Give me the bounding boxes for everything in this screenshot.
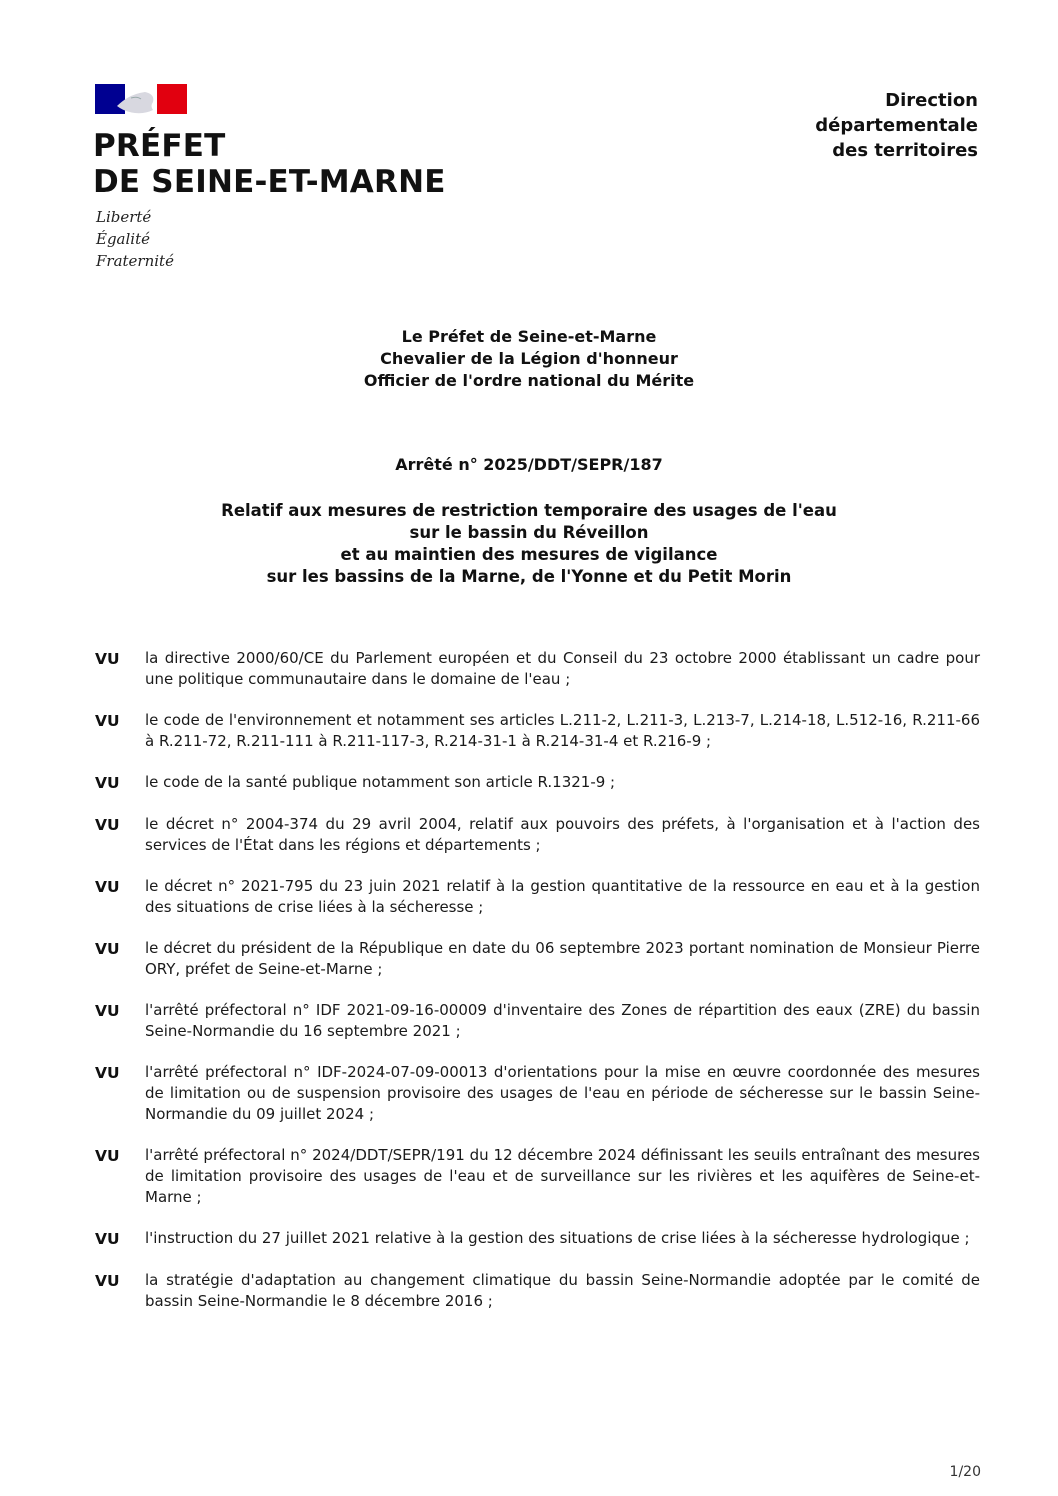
vu-text: l'instruction du 27 juillet 2021 relative à la gestion des situations de crise liées à la sécheresse hydrologique ; [145, 1229, 970, 1247]
vu-label: VU [95, 650, 120, 668]
vu-label: VU [95, 1230, 120, 1248]
subject-line3: et au maintien des mesures de vigilance [340, 545, 718, 564]
motto-liberte: Liberté [96, 208, 152, 226]
vu-text: le décret n° 2004-374 du 29 avril 2004, relatif aux pouvoirs des préfets, à l'organisation et à l'action des services de l'État dans les régions et départements ; [145, 815, 980, 854]
vu-text: le code de l'environnement et notamment ses articles L.211-2, L.211-3, L.213-7, L.214-18, L.512-16, R.211-66 à R.211-72, R.211-111 à R.211-117-3, R.214-31-1 à R.214-31-4 et R.216-9 ; [145, 711, 980, 750]
issuing-department [815, 88, 978, 163]
vu-item [95, 1145, 980, 1208]
subject-line1: Relatif aux mesures de restriction temporaire des usages de l'eau [221, 501, 837, 520]
prefecture-name-line2: DE SEINE-ET-MARNE [93, 164, 446, 200]
vu-label: VU [95, 1272, 120, 1290]
decree-subject [0, 500, 1058, 588]
vu-text: l'arrêté préfectoral n° IDF-2024-07-09-00013 d'orientations pour la mise en œuvre coordonnée des mesures de limitation ou de suspension provisoire des usages de l'eau en période de sécheresse sur le bassin Seine-Normandie du 09 juillet 2024 ; [145, 1063, 980, 1123]
vu-item [95, 648, 980, 690]
authority-line1: Le Préfet de Seine-et-Marne [401, 327, 657, 346]
authority-block [0, 326, 1058, 392]
vu-label: VU [95, 1064, 120, 1082]
page-number: 1/20 [949, 1464, 981, 1480]
authority-line2: Chevalier de la Légion d'honneur [380, 349, 678, 368]
prefecture-name [93, 128, 446, 200]
motto-fraternite: Fraternité [96, 252, 174, 270]
prefecture-name-line1: PRÉFET [93, 128, 226, 164]
vu-text: la directive 2000/60/CE du Parlement européen et du Conseil du 23 octobre 2000 établissant un cadre pour une politique communautaire dans le domaine de l'eau ; [145, 649, 980, 688]
vu-item [95, 1062, 980, 1125]
vu-item [95, 710, 980, 752]
vu-list [95, 648, 980, 1332]
subject-line2: sur le bassin du Réveillon [409, 523, 649, 542]
subject-line4: sur les bassins de la Marne, de l'Yonne et du Petit Morin [266, 567, 792, 586]
vu-text: l'arrêté préfectoral n° IDF 2021-09-16-00009 d'inventaire des Zones de répartition des eaux (ZRE) du bassin Seine-Normandie du 16 septembre 2021 ; [145, 1001, 980, 1040]
department-line3: des territoires [832, 140, 978, 161]
republic-motto [96, 206, 174, 272]
vu-label: VU [95, 1002, 120, 1020]
vu-label: VU [95, 940, 120, 958]
vu-text: le décret du président de la République en date du 06 septembre 2023 portant nomination de Monsieur Pierre ORY, préfet de Seine-et-Marne ; [145, 939, 980, 978]
vu-text: l'arrêté préfectoral n° 2024/DDT/SEPR/191 du 12 décembre 2024 définissant les seuils entraînant des mesures de limitation provisoire des usages de l'eau et de surveillance sur les rivières et les aquifères de Seine-et-Marne ; [145, 1146, 980, 1206]
vu-text: le décret n° 2021-795 du 23 juin 2021 relatif à la gestion quantitative de la ressource en eau et à la gestion des situations de crise liées à la sécheresse ; [145, 877, 980, 916]
marianne-logo [95, 84, 187, 114]
vu-item [95, 1270, 980, 1312]
vu-item [95, 1228, 980, 1250]
vu-label: VU [95, 712, 120, 730]
motto-egalite: Égalité [96, 230, 150, 248]
vu-text: la stratégie d'adaptation au changement climatique du bassin Seine-Normandie adoptée par le comité de bassin Seine-Normandie le 8 décembre 2016 ; [145, 1271, 980, 1310]
vu-item [95, 814, 980, 856]
decree-number: Arrêté n° 2025/DDT/SEPR/187 [395, 455, 663, 474]
vu-item [95, 938, 980, 980]
vu-label: VU [95, 1147, 120, 1165]
vu-item [95, 1000, 980, 1042]
vu-label: VU [95, 878, 120, 896]
department-line1: Direction [885, 90, 978, 111]
vu-item [95, 772, 980, 794]
vu-label: VU [95, 774, 120, 792]
vu-text: le code de la santé publique notamment son article R.1321-9 ; [145, 773, 616, 791]
department-line2: départementale [815, 115, 978, 136]
authority-line3: Officier de l'ordre national du Mérite [363, 371, 695, 390]
vu-item [95, 876, 980, 918]
vu-label: VU [95, 816, 120, 834]
